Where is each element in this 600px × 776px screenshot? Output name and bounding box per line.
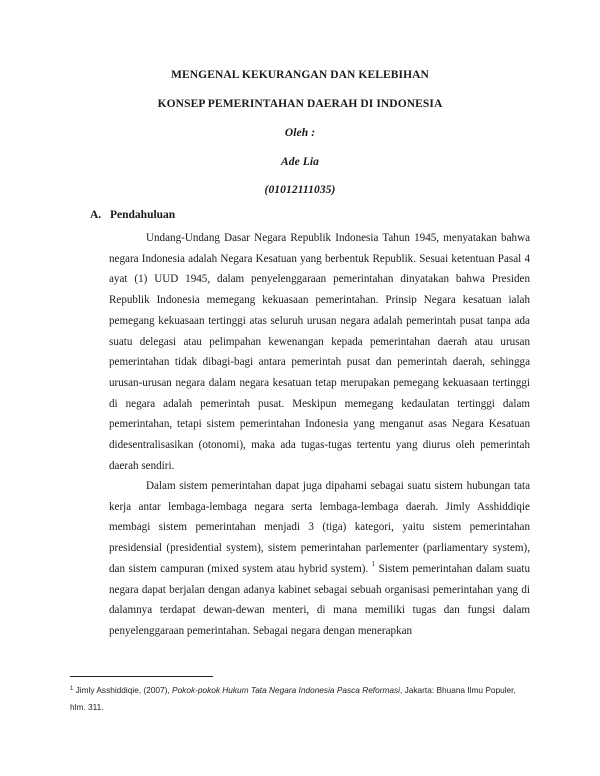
title-line-2: KONSEP PEMERINTAHAN DAERAH DI INDONESIA (157, 98, 443, 110)
footnote-text-b: , Jakarta: Bhuana Ilmu Populer, hlm. 311. (70, 685, 516, 712)
paragraph-1: Undang-Undang Dasar Negara Republik Indonesia Tahun 1945, menyatakan bahwa negara Indonesia adalah Negara Kesatuan yang berbentuk Republik. Sesuai ketentuan Pasal 4 ayat (1) UUD 1945, dalam penyelenggaraan pemerintahan dinyatakan bahwa Presiden Republik Indonesia memegang kekuasaan pemerintahan. Prinsip Negara kesatuan ialah pemegang kekuasaan tertinggi atas seluruh urusan negara adalah pemerintah pusat tanpa ada suatu delegasi atau pelimpahan kewenangan kepada pemerintahan daerah atau urusan pemerintahan tidak dibagi-bagi antara pemerintah pusat dan pemerintah daerah, sehingga urusan-urusan negara dalam negara kesatuan tetap merupakan pemegang kekuasaan tertinggi di negara adalah pemerintah pusat. Meskipun memegang kedaulatan tertinggi dalam pemerintahan, tetapi sistem pemerintahan Indonesia yang menganut asas Negara Kesatuan didesentralisasikan (otonomi), maka ada tugas-tugas tertentu yang diurus oleh pemerintah daerah sendiri. (109, 232, 530, 472)
footnote-text-a: Jimly Asshiddiqie, (2007), (73, 685, 173, 695)
paragraph-2-text-b: Sistem pemerintahan dalam suatu negara dapat berjalan dengan adanya kabinet sebagai sebuah organisasi pemerintahan yang di dalamnya terdapat dewan-dewan menteri, di mana memiliki tugas dan fungsi dalam penyelenggaraan pemerintahan. Sebagai negara dengan menerapkan (109, 562, 530, 637)
section-title: Pendahuluan (110, 209, 176, 221)
author-name: Ade Lia (280, 156, 320, 168)
footnote-separator (70, 676, 213, 677)
footnote-mark: 1 (70, 686, 74, 692)
paragraph-2 (109, 476, 530, 642)
footnote (70, 683, 530, 715)
paragraph-2-text-a: Dalam sistem pemerintahan dapat juga dipahami sebagai suatu sistem hubungan tata kerja antar lembaga-lembaga negara serta lembaga-lembaga daerah. Jimly Asshiddiqie membagi sistem pemerintahan menjadi 3 (tiga) kategori, yaitu sistem pemerintahan presidensial (presidential system), sistem pemerintahan parlementer (parliamentary system), dan sistem campuran (mixed system atau hybrid system). (109, 480, 530, 575)
footnote-book-title: Pokok-pokok Hukum Tata Negara Indonesia Pasca Reformasi (172, 685, 401, 695)
section-number: A. (90, 209, 102, 221)
student-id: (01012111035) (264, 184, 336, 196)
footnote-reference[interactable]: 1 (371, 560, 376, 569)
title-line-1: MENGENAL KEKURANGAN DAN KELEBIHAN (171, 69, 429, 81)
byline-label: Oleh : (284, 127, 316, 139)
section-heading (90, 209, 175, 221)
